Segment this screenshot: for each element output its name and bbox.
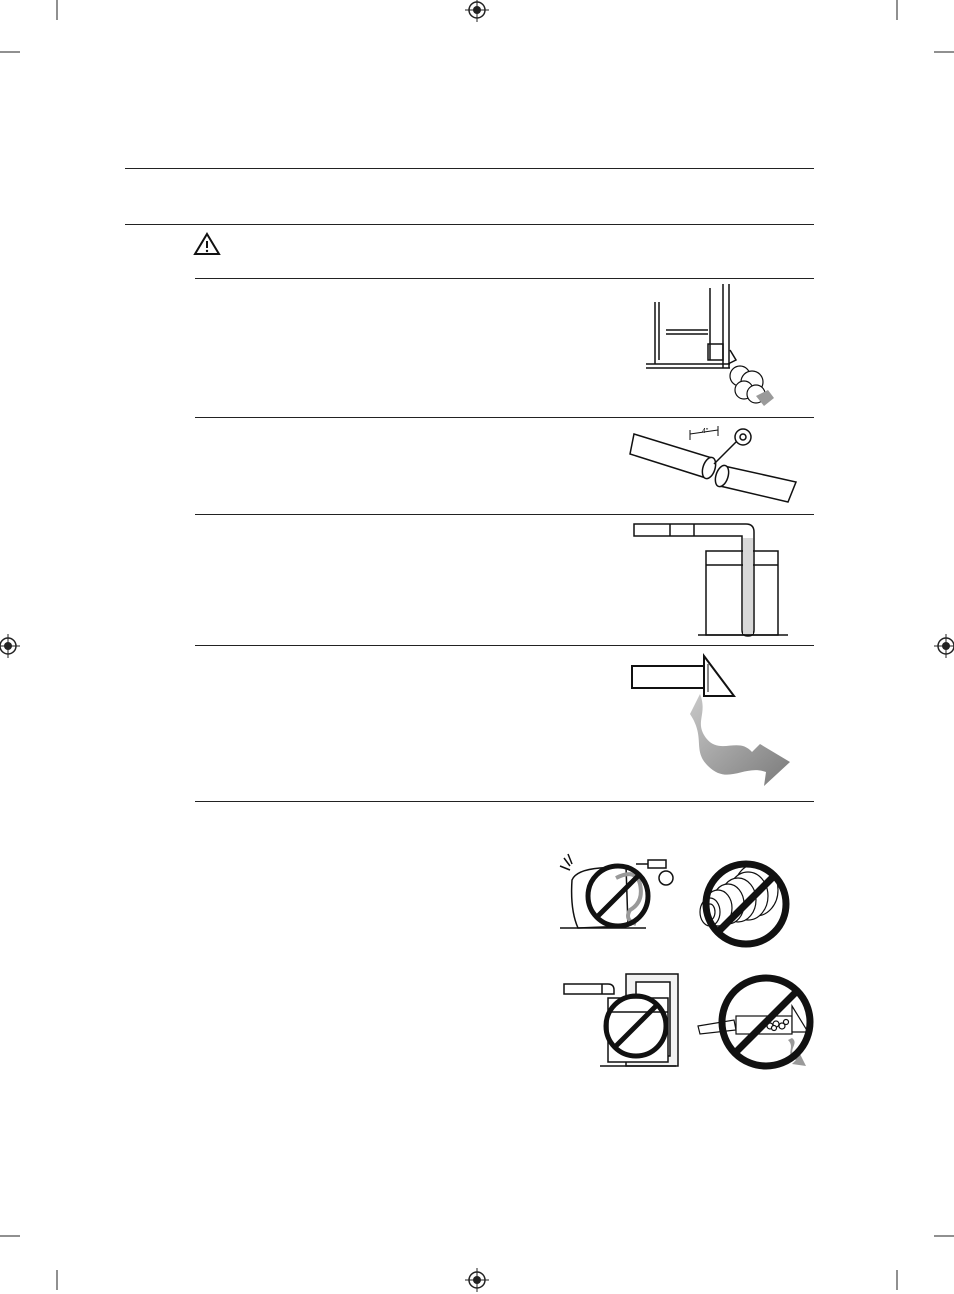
registration-mark-bottom <box>465 1270 489 1294</box>
prohibited-duct-through-wall-inside <box>556 970 686 1075</box>
illustration-duct-route-dryer <box>630 518 800 643</box>
registration-mark-left <box>0 634 20 658</box>
duct-clearance-dimension-label: 4" <box>702 428 709 435</box>
section-rule-3 <box>195 514 814 515</box>
header-rule-bottom <box>125 224 814 225</box>
prohibited-crushed-duct <box>556 850 681 940</box>
prohibited-blocked-vent <box>696 972 821 1072</box>
header-rule-top <box>125 168 814 169</box>
illustration-dryer-lint-vent <box>640 284 810 409</box>
registration-mark-top <box>465 0 489 24</box>
section-rule-1 <box>195 278 814 279</box>
prohibited-foil-accordion-duct <box>696 856 796 946</box>
illustration-vent-hood-exhaust <box>628 652 798 787</box>
section-rule-5 <box>195 801 814 802</box>
section-rule-4 <box>195 645 814 646</box>
illustration-duct-joint-tape <box>628 422 798 512</box>
registration-mark-right <box>934 634 954 658</box>
caution-triangle-icon <box>194 233 220 255</box>
section-rule-2 <box>195 417 814 418</box>
